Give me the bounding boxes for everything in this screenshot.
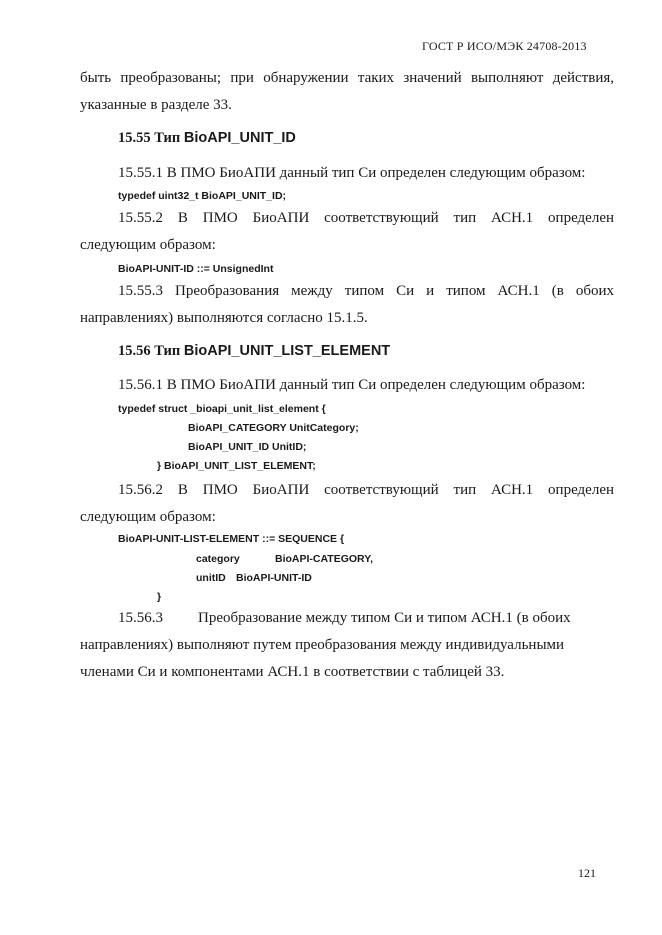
section-heading-code: BioAPI_UNIT_ID [183, 130, 296, 146]
paragraph-15-56-3-line-1: Преобразование между типом Си и типом АСН.1 (в обоих [198, 610, 571, 626]
page-number: 121 [578, 866, 596, 880]
paragraph-15-55-1: 15.55.1 В ПМО БиоАПИ данный тип Си определен следующим образом: [118, 165, 586, 181]
paragraph-15-56-2-line-1: 15.56.2 В ПМО БиоАПИ соответствующий тип АСН.1 определен [118, 482, 614, 498]
document-header: ГОСТ Р ИСО/МЭК 24708-2013 [422, 39, 587, 53]
code-c-line: BioAPI_UNIT_ID UnitID; [188, 441, 307, 453]
paragraph-15-56-2-line-2: следующим образом: [80, 509, 216, 525]
paragraph-15-56-3-number: 15.56.3 [118, 610, 163, 626]
paragraph-15-56-3-line-2: направлениях) выполняют путем преобразования между индивидуальными [80, 637, 565, 653]
intro-line-2: указанные в разделе 33. [80, 97, 232, 113]
code-asn-field-type: BioAPI-UNIT-ID [236, 572, 312, 584]
code-c-line: BioAPI_CATEGORY UnitCategory; [188, 422, 359, 434]
paragraph-15-56-1: 15.56.1 В ПМО БиоАПИ данный тип Си определен следующим образом: [118, 377, 586, 393]
code-asn-line: BioAPI-UNIT-LIST-ELEMENT ::= SEQUENCE { [118, 533, 345, 545]
code-asn-field-name: unitID [196, 572, 226, 584]
section-heading-code: BioAPI_UNIT_LIST_ELEMENT [183, 343, 391, 359]
code-asn-unit-id: BioAPI-UNIT-ID ::= UnsignedInt [118, 263, 274, 275]
code-typedef-unit-id: typedef uint32_t BioAPI_UNIT_ID; [118, 190, 287, 202]
code-asn-field-type: BioAPI-CATEGORY, [275, 553, 374, 565]
paragraph-15-56-3-line-3: членами Си и компонентами АСН.1 в соответствии с таблицей 33. [80, 664, 505, 680]
code-c-line: } BioAPI_UNIT_LIST_ELEMENT; [157, 460, 316, 472]
code-c-line: typedef struct _bioapi_unit_list_element { [118, 403, 326, 415]
section-heading-15-55 [118, 130, 296, 147]
paragraph-15-55-3-line-2: направлениях) выполняются согласно 15.1.5. [80, 310, 368, 326]
code-asn-field-name: category [196, 553, 240, 565]
section-heading-prefix: 15.56 Тип [118, 343, 181, 359]
intro-line-1: быть преобразованы; при обнаружении таких значений выполняют действия, [80, 70, 614, 86]
section-heading-prefix: 15.55 Тип [118, 130, 181, 146]
paragraph-15-55-3-line-1: 15.55.3 Преобразования между типом Си и типом АСН.1 (в обоих [118, 283, 614, 299]
section-heading-15-56 [118, 343, 390, 360]
paragraph-15-55-2-line-1: 15.55.2 В ПМО БиоАПИ соответствующий тип АСН.1 определен [118, 210, 614, 226]
code-asn-line: } [157, 591, 162, 603]
paragraph-15-55-2-line-2: следующим образом: [80, 237, 216, 253]
